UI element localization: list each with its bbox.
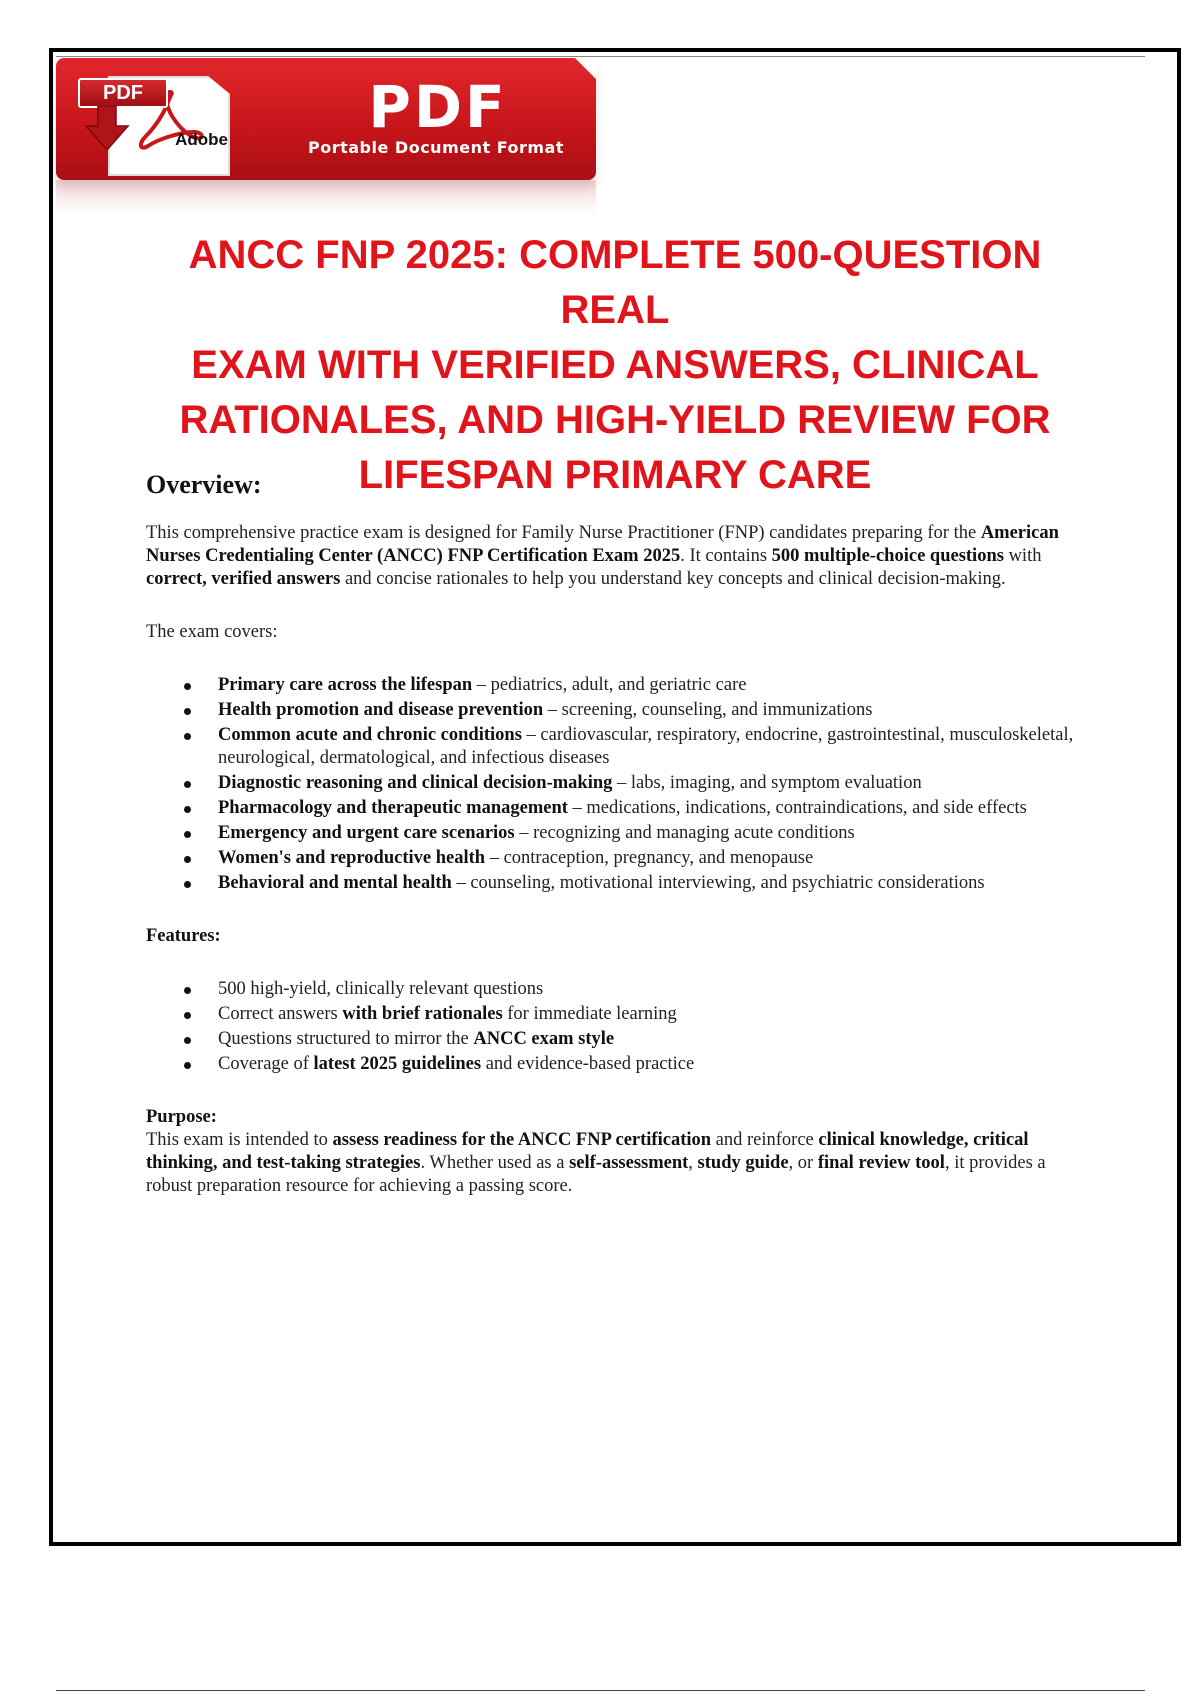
banner-title: PDF	[368, 73, 508, 141]
features-heading: Features:	[146, 926, 221, 946]
purpose-heading: Purpose:	[146, 1107, 217, 1127]
document-title	[130, 228, 1100, 503]
pdf-banner	[56, 58, 596, 180]
list-item: Questions structured to mirror the ANCC exam style	[146, 1028, 1096, 1051]
banner-subtitle: Portable Document Format	[308, 138, 564, 157]
download-arrow-icon	[84, 106, 130, 150]
list-item: Primary care across the lifespan – pediatrics, adult, and geriatric care	[146, 674, 1096, 697]
overview-heading: Overview:	[146, 470, 262, 499]
features-list	[146, 978, 1096, 1076]
title-line: RATIONALES, AND HIGH-YIELD REVIEW FOR	[179, 398, 1051, 442]
top-rule	[56, 56, 1145, 57]
list-item: Emergency and urgent care scenarios – recognizing and managing acute conditions	[146, 822, 1096, 845]
list-item: Diagnostic reasoning and clinical decision-making – labs, imaging, and symptom evaluation	[146, 772, 1096, 795]
list-item: Correct answers with brief rationales for immediate learning	[146, 1003, 1096, 1026]
list-item: Women's and reproductive health – contraception, pregnancy, and menopause	[146, 847, 1096, 870]
bottom-rule	[56, 1690, 1145, 1691]
title-line: ANCC FNP 2025: COMPLETE 500-QUESTION REAL	[188, 233, 1042, 332]
overview-paragraph: This comprehensive practice exam is designed for Family Nurse Practitioner (FNP) candidates preparing for the American Nurses Credentialing Center (ANCC) FNP Certification Exam 2025. It contains 500 multiple-choice questions with correct, verified answers and concise rationales to help you understand key concepts and clinical decision-making.	[146, 523, 1059, 589]
adobe-label: Adobe	[175, 130, 228, 149]
purpose-paragraph: This exam is intended to assess readiness for the ANCC FNP certification and reinforce clinical knowledge, critical thinking, and test-taking strategies. Whether used as a self-assessment, study guide, or final review tool, it provides a robust preparation resource for achieving a passing score.	[146, 1130, 1046, 1196]
list-item: Common acute and chronic conditions – cardiovascular, respiratory, endocrine, gastrointestinal, musculoskeletal, neurological, dermatological, and infectious diseases	[146, 724, 1096, 770]
list-item: Health promotion and disease prevention – screening, counseling, and immunizations	[146, 699, 1096, 722]
covers-intro: The exam covers:	[146, 622, 278, 642]
list-item: Behavioral and mental health – counseling, motivational interviewing, and psychiatric considerations	[146, 872, 1096, 895]
covers-list	[146, 674, 1096, 895]
title-line: LIFESPAN PRIMARY CARE	[358, 453, 872, 497]
pdf-tag: PDF	[78, 78, 168, 108]
list-item: Coverage of latest 2025 guidelines and evidence-based practice	[146, 1053, 1096, 1076]
banner-reflection	[56, 180, 596, 214]
list-item: 500 high-yield, clinically relevant questions	[146, 978, 1096, 1001]
list-item: Pharmacology and therapeutic management – medications, indications, contraindications, and side effects	[146, 797, 1096, 820]
document-body	[146, 470, 1096, 1198]
title-line: EXAM WITH VERIFIED ANSWERS, CLINICAL	[191, 343, 1039, 387]
